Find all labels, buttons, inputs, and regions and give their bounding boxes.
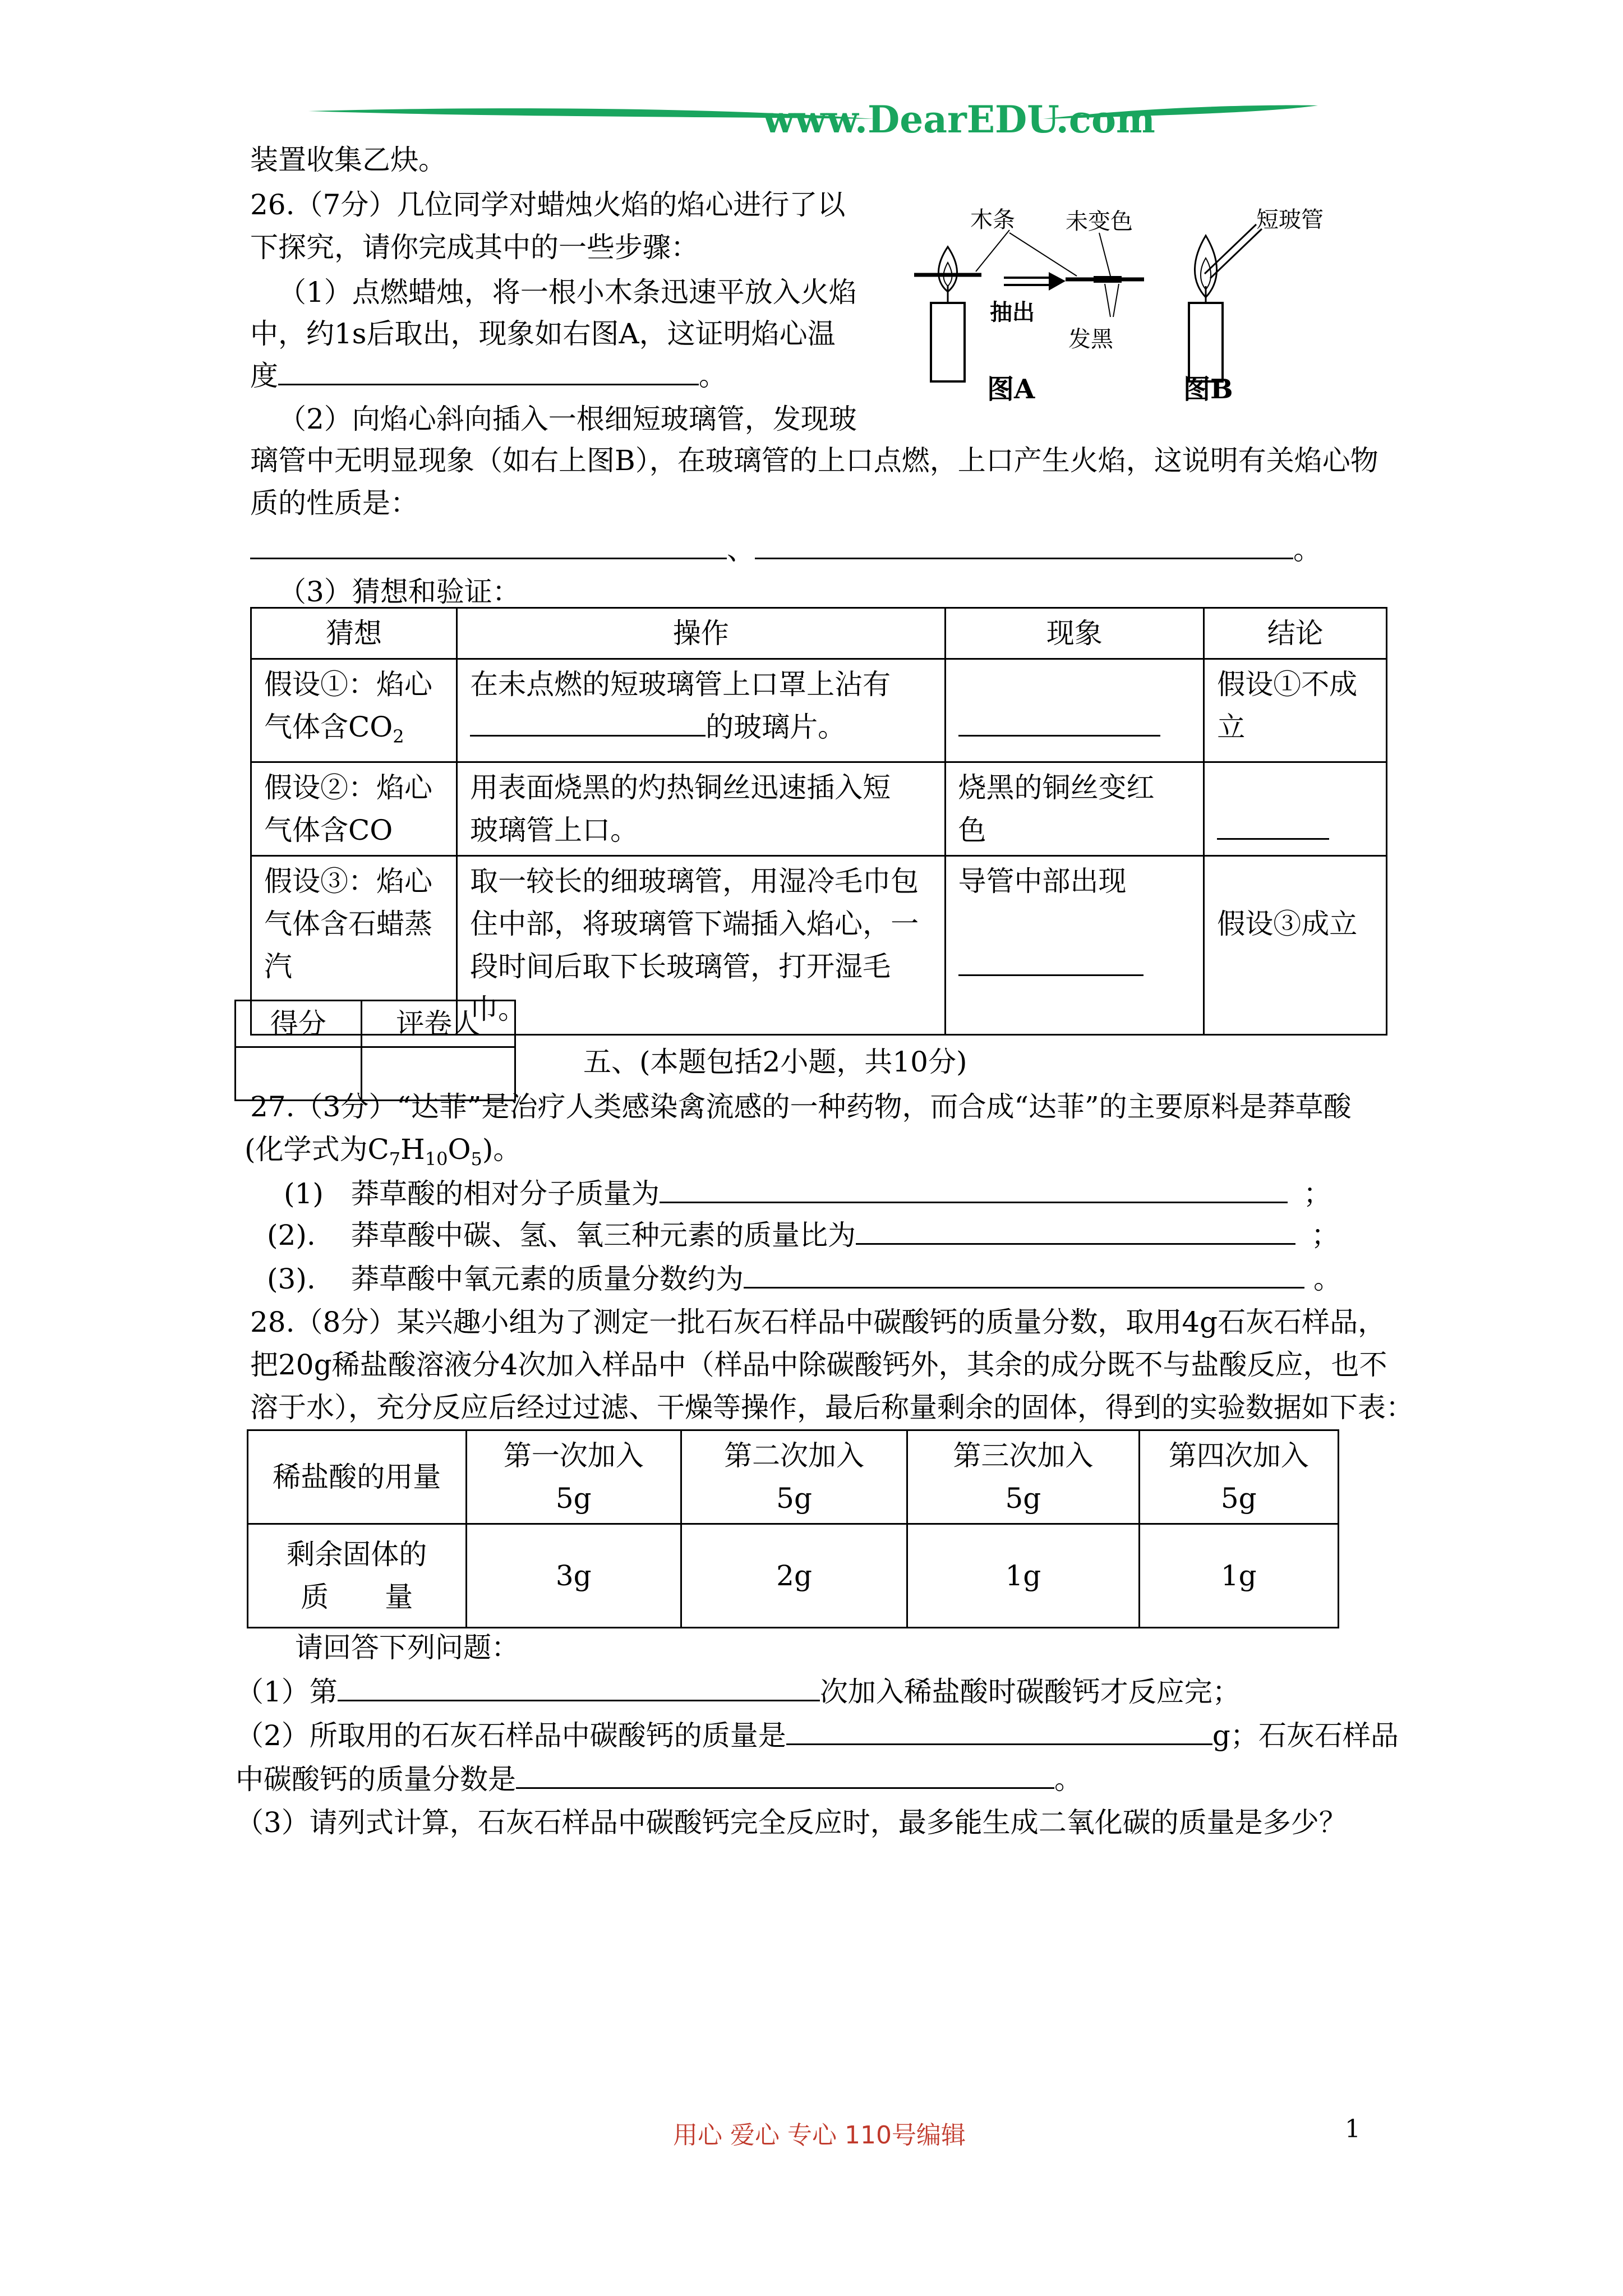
fig-label-unchanged: 未变色 (1066, 209, 1133, 234)
row3-operation: 取一较长的细玻璃管，用湿冷毛巾包 住中部，将玻璃管下端插入焰心，一 段时间后取下长玻璃管，打开湿毛巾。 (457, 856, 945, 1035)
fig-label-a: 图A (987, 374, 1035, 405)
row1-conclusion: 假设①不成 立 (1204, 659, 1387, 762)
add-3: 第三次加入 5g (907, 1430, 1139, 1524)
page-number: 1 (1345, 2115, 1361, 2143)
q26-table-blank-4[interactable] (958, 946, 1144, 976)
q26-p1-c-text: 度 (250, 360, 278, 392)
row1-guess: 假设①：焰心 气体含$CO_2$ (251, 659, 457, 762)
fig-label-tube: 短玻管 (1256, 207, 1324, 233)
header-conclusion: 结论 (1204, 608, 1387, 659)
table-row (251, 659, 1387, 762)
fig-label-stick: 木条 (970, 207, 1015, 233)
q28-a3: （3）请列式计算，石灰石样品中碳酸钙完全反应时，最多能生成二氧化碳的质量是多少？ (236, 1806, 1347, 1839)
header-logo (308, 84, 1318, 151)
table-row (248, 1430, 1339, 1524)
q26-p1-end: 。 (699, 360, 727, 392)
page-footer: 用心 爱心 专心 110号编辑 (673, 2121, 966, 2150)
q28-a2: （2）所取用的石灰石样品中碳酸钙的质量是 g；石灰石样品 (236, 1715, 1399, 1755)
add-1: 第一次加入 5g (466, 1430, 681, 1524)
remain-2: 2g (681, 1524, 907, 1628)
logo-text: www.DearEDU.com (763, 98, 1155, 141)
row3-result: 导管中部出现 (945, 856, 1204, 1035)
candle-figures (897, 202, 1391, 421)
q27-item-1: (1) 莽草酸的相对分子质量为 ； (284, 1174, 1331, 1213)
q27-answer-blank-3[interactable] (744, 1259, 1304, 1289)
q27-line2: (化学式为$C_7H_{10}O_5$)。 (245, 1133, 522, 1170)
row1-operation: 在未点燃的短玻璃管上口罩上沾有 的玻璃片。 (457, 659, 945, 762)
score-label: 得分 (236, 1001, 362, 1047)
q26-title-cont: 下探究，请你完成其中的一些步骤： (250, 231, 699, 264)
q26-p2-c: 质的性质是： (250, 487, 418, 519)
row2-conclusion (1204, 762, 1387, 856)
row1-result (945, 659, 1204, 762)
row3-conclusion: 假设③成立 (1204, 856, 1387, 1035)
remain-4: 1g (1139, 1524, 1338, 1628)
q26-table-blank-1[interactable] (470, 707, 706, 737)
q28-line3: 溶于水），充分反应后经过过滤、干燥等操作，最后称量剩余的固体，得到的实验数据如下表： (250, 1391, 1414, 1424)
q26-p2-blanks (250, 530, 1321, 569)
q26-p2-end: 。 (1293, 533, 1321, 566)
q28-answer-blank-2[interactable] (786, 1715, 1212, 1745)
q27-item-3: (3). 莽草酸中氧元素的质量分数约为 。 (267, 1259, 1341, 1299)
q26-p1-a: （1）点燃蜡烛，将一根小木条迅速平放入火焰 (278, 276, 857, 309)
q28-line2: 把20g稀盐酸溶液分4次加入样品中（样品中除碳酸钙外，其余的成分既不与盐酸反应，也不 (250, 1349, 1387, 1381)
figure-a (914, 207, 1144, 405)
table-row (248, 1524, 1339, 1628)
table-header-row (251, 608, 1387, 659)
remain-1: 3g (466, 1524, 681, 1628)
q26-p1-c (250, 356, 727, 395)
q28-ask: 请回答下列问题： (295, 1631, 519, 1664)
q26-table-blank-2[interactable] (958, 707, 1160, 737)
fig-label-pull: 抽出 (990, 300, 1035, 325)
score-box (234, 1000, 516, 1101)
header-operation: 操作 (457, 608, 945, 659)
row2-operation: 用表面烧黑的灼热铜丝迅速插入短 玻璃管上口。 (457, 762, 945, 856)
add-4: 第四次加入 5g (1139, 1430, 1338, 1524)
q26-p2-sep: 、 (727, 533, 755, 566)
q27-line1: 27.（3分）“达菲”是治疗人类感染禽流感的一种药物，而合成“达菲”的主要原料是莽草酸 (250, 1091, 1352, 1123)
q28-line1: 28.（8分）某兴趣小组为了测定一批石灰石样品中碳酸钙的质量分数，取用4g石灰石样品， (250, 1306, 1386, 1338)
intro-line: 装置收集乙炔。 (250, 144, 446, 176)
q26-p2-a: （2）向焰心斜向插入一根细短玻璃管，发现玻 (278, 403, 857, 435)
remain-3: 1g (907, 1524, 1139, 1628)
q26-p3: （3）猜想和验证： (278, 576, 520, 608)
figure-b (1183, 207, 1324, 405)
q26-title: 26.（7分）几位同学对蜡烛火焰的焰心进行了以 (250, 188, 846, 221)
q27-answer-blank-2[interactable] (856, 1215, 1295, 1245)
row3-guess: 假设③：焰心 气体含石蜡蒸 汽 (251, 856, 457, 1035)
q26-p2-b: 璃管中无明显现象（如右上图B），在玻璃管的上口点燃，上口产生火焰，这说明有关焰心物 (250, 444, 1378, 477)
q26-answer-blank-2[interactable] (250, 530, 727, 559)
section-5-title: 五、(本题包括2小题，共10分) (583, 1046, 967, 1078)
row2-guess: 假设②：焰心 气体含CO (251, 762, 457, 856)
q27-item-2: (2). 莽草酸中碳、氢、氧三种元素的质量比为 ； (267, 1215, 1339, 1255)
header-result: 现象 (945, 608, 1204, 659)
add-2: 第二次加入 5g (681, 1430, 907, 1524)
q26-answer-blank-3[interactable] (755, 530, 1293, 559)
row-label-acid: 稀盐酸的用量 (248, 1430, 467, 1524)
data-table (247, 1429, 1339, 1628)
q26-p1-b: 中，约1s后取出，现象如右图A，这证明焰心温 (250, 318, 836, 350)
row-label-remain: 剩余固体的 质 量 (248, 1524, 467, 1628)
q28-a1: （1）第 次加入稀盐酸时碳酸钙才反应完； (236, 1672, 1241, 1711)
q26-table-blank-3[interactable] (1217, 810, 1329, 840)
fig-label-b: 图B (1183, 374, 1233, 405)
q28-answer-blank-3[interactable] (516, 1759, 1054, 1789)
hypothesis-table (250, 607, 1387, 1036)
fig-label-black: 发黑 (1068, 326, 1113, 352)
q28-a2-b: 中碳酸钙的质量分数是 。 (236, 1759, 1082, 1799)
grader-label: 评卷人 (361, 1001, 515, 1047)
q27-answer-blank-1[interactable] (660, 1174, 1288, 1203)
row2-result: 烧黑的铜丝变红 色 (945, 762, 1204, 856)
q28-answer-blank-1[interactable] (338, 1672, 820, 1701)
header-guess: 猜想 (251, 608, 457, 659)
q26-answer-blank-1[interactable] (278, 356, 699, 385)
table-row (251, 762, 1387, 856)
